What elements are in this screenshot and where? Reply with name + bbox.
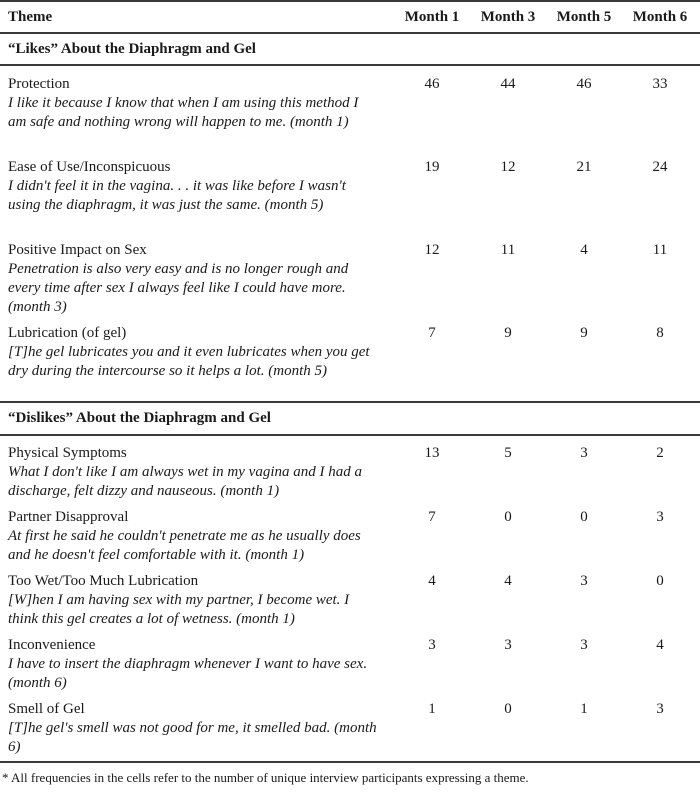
header-rule [0,32,700,34]
value-month-6: 3 [656,701,664,717]
value-month-3: 5 [504,445,512,461]
theme-quote: I have to insert the diaphragm whenever I want to have sex. (month 6) [8,656,368,691]
column-header-month-5: Month 5 [556,9,612,25]
theme-quote: [T]he gel's smell was not good for me, it smelled bad. (month 6) [8,720,377,755]
column-header-month-3: Month 3 [480,9,536,25]
theme-name: Too Wet/Too Much Lubrication [8,573,199,589]
section-rule-likes [0,64,700,66]
value-month-5: 46 [576,76,592,92]
value-month-6: 0 [656,573,664,589]
theme-name: Smell of Gel [8,701,85,717]
theme-name: Inconvenience [8,637,96,653]
value-month-5: 4 [580,242,588,258]
value-month-1: 4 [428,573,436,589]
section-rule-dislikes [0,434,700,436]
column-header-theme: Theme [8,9,53,25]
value-month-3: 4 [504,573,512,589]
value-month-1: 19 [424,159,440,175]
theme-quote: Penetration is also very easy and is no longer rough and every time after sex I always feel like I could have more. (month 3) [8,261,349,315]
value-month-6: 24 [652,159,668,175]
value-month-5: 21 [576,159,592,175]
value-month-3: 9 [504,325,512,341]
value-month-1: 7 [428,325,436,341]
value-month-3: 44 [500,76,516,92]
theme-name: Ease of Use/Inconspicuous [8,159,171,175]
value-month-1: 1 [428,701,436,717]
value-month-5: 9 [580,325,588,341]
section-title-likes: “Likes” About the Diaphragm and Gel [8,41,256,57]
column-header-month-6: Month 6 [632,9,688,25]
value-month-5: 3 [580,445,588,461]
value-month-3: 11 [500,242,516,258]
value-month-1: 3 [428,637,436,653]
value-month-5: 0 [580,509,588,525]
value-month-6: 4 [656,637,664,653]
section-end-rule-likes [0,401,700,403]
value-month-6: 8 [656,325,664,341]
value-month-6: 11 [652,242,668,258]
theme-quote: I like it because I know that when I am using this method I am safe and nothing wrong will happen to me. (month 1) [8,95,359,130]
value-month-6: 3 [656,509,664,525]
theme-name: Lubrication (of gel) [8,325,127,341]
theme-name: Partner Disapproval [8,509,129,525]
table-footnote: * All frequencies in the cells refer to the number of unique interview participants expressing a theme. [2,770,529,785]
table-top-rule [0,0,700,2]
theme-name: Physical Symptoms [8,445,127,461]
value-month-1: 13 [424,445,440,461]
table-bottom-rule [0,761,700,763]
theme-name: Positive Impact on Sex [8,242,147,258]
value-month-5: 1 [580,701,588,717]
value-month-3: 3 [504,637,512,653]
value-month-5: 3 [580,573,588,589]
theme-quote: [T]he gel lubricates you and it even lubricates when you get dry during the intercourse so it helps a lot. (month 5) [8,344,370,379]
value-month-1: 7 [428,509,436,525]
value-month-6: 33 [652,76,668,92]
section-title-dislikes: “Dislikes” About the Diaphragm and Gel [8,410,271,426]
value-month-6: 2 [656,445,664,461]
theme-quote: At first he said he couldn't penetrate me as he usually does and he doesn't feel comfortable with it. (month 1) [8,528,361,563]
value-month-1: 12 [424,242,440,258]
theme-quote: [W]hen I am having sex with my partner, I become wet. I think this gel creates a lot of wetness. (month 1) [8,592,350,627]
theme-quote: I didn't feel it in the vagina. . . it was like before I wasn't using the diaphragm, it was just the same. (month 5) [8,178,346,213]
theme-name: Protection [8,76,70,92]
value-month-3: 0 [504,509,512,525]
value-month-1: 46 [424,76,440,92]
value-month-3: 12 [500,159,516,175]
theme-quote: What I don't like I am always wet in my vagina and I had a discharge, felt dizzy and nauseous. (month 1) [8,464,362,499]
column-header-month-1: Month 1 [404,9,460,25]
value-month-3: 0 [504,701,512,717]
value-month-5: 3 [580,637,588,653]
